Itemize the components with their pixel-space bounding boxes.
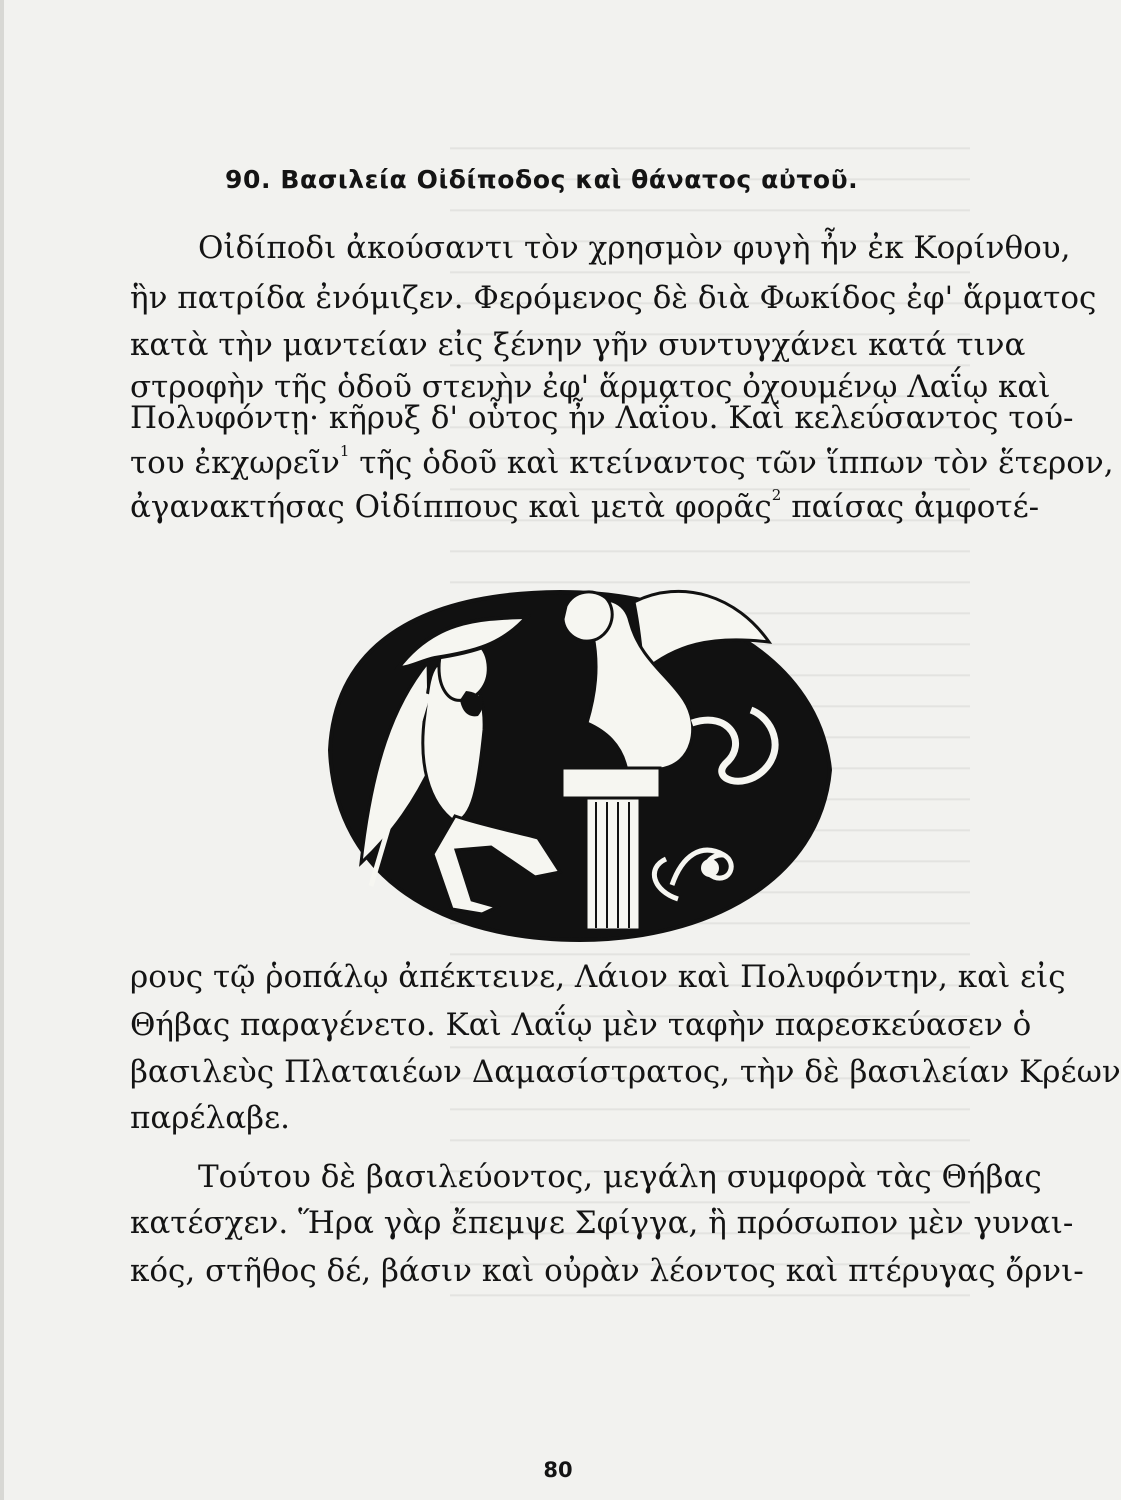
line-6-start: του ἐκχωρεῖν [130,445,340,481]
paragraph-1-line-1: Οἰδίποδι ἀκούσαντι τὸν χρησμὸν φυγὴ ἦν ἐκ Κορίνθου, [198,230,1071,266]
paragraph-1-continued-line-4: παρέλαβε. [130,1100,291,1136]
paragraph-2-line-3: κός, στῆθος δέ, βάσιν καὶ οὐρὰν λέοντος καὶ πτέρυγας ὄρνι- [130,1253,1084,1289]
section-heading: 90. Βασιλεία Οἰδίποδος καὶ θάνατος αὐτοῦ. [225,165,859,194]
paragraph-1-line-2: ἣν πατρίδα ἐνόμιζεν. Φερόμενος δὲ διὰ Φωκίδος ἐφ' ἅρματος [130,280,1097,316]
page-number: 80 [543,1458,573,1482]
line-7-start: ἀγανακτήσας Οἰδίππους καὶ μετὰ φορᾶς [130,489,772,525]
flower-center [701,859,719,877]
paragraph-1-continued-line-2: Θήβας παραγένετο. Καὶ Λαΐῳ μὲν ταφὴν παρεσκεύασεν ὁ [130,1007,1032,1043]
paragraph-1-line-3: κατὰ τὴν μαντείαν εἰς ξένην γῆν συντυγχάνει κατά τινα [130,327,1026,363]
sphinx-head [563,592,612,641]
paragraph-1-line-5: Πολυφόντῃ· κῆρυξ δ' οὗτος ἦν Λαΐου. Καὶ κελεύσαντος τού- [130,400,1074,436]
paragraph-1-continued-line-3: βασιλεὺς Πλαταιέων Δαμασίστρατος, τὴν δὲ βασιλείαν Κρέων [130,1054,1121,1090]
line-7-end: παίσας ἀμφοτέ- [791,489,1040,525]
paragraph-2-line-1: Τούτου δὲ βασιλεύοντος, μεγάλη συμφορὰ τὰς Θήβας [198,1159,1042,1195]
line-6-end: τῆς ὁδοῦ καὶ κτείναντος τῶν ἵππων τὸν ἕτερον, [359,445,1114,481]
footnote-marker-1: 1 [339,441,350,460]
page-edge [0,0,4,1500]
paragraph-1-line-7 [130,482,1040,532]
ionic-column-shaft [586,798,640,930]
paragraph-2-line-2: κατέσχεν. Ἥρα γὰρ ἔπεμψε Σφίγγα, ἣ πρόσωπον μὲν γυναι- [130,1205,1074,1241]
paragraph-1-continued-line-1: ρους τῷ ῥοπάλῳ ἀπέκτεινε, Λάιον καὶ Πολυφόντην, καὶ εἰς [130,959,1066,995]
ionic-column-capital [562,768,660,798]
footnote-marker-2: 2 [771,485,782,504]
paragraph-1-line-4: στροφὴν τῆς ὁδοῦ στενὴν ἐφ' ἅρματος ὀχουμένῳ Λαΐῳ καὶ [130,369,1051,405]
paragraph-1-line-6 [130,438,1114,488]
oedipus-sphinx-vase-illustration [300,540,860,950]
